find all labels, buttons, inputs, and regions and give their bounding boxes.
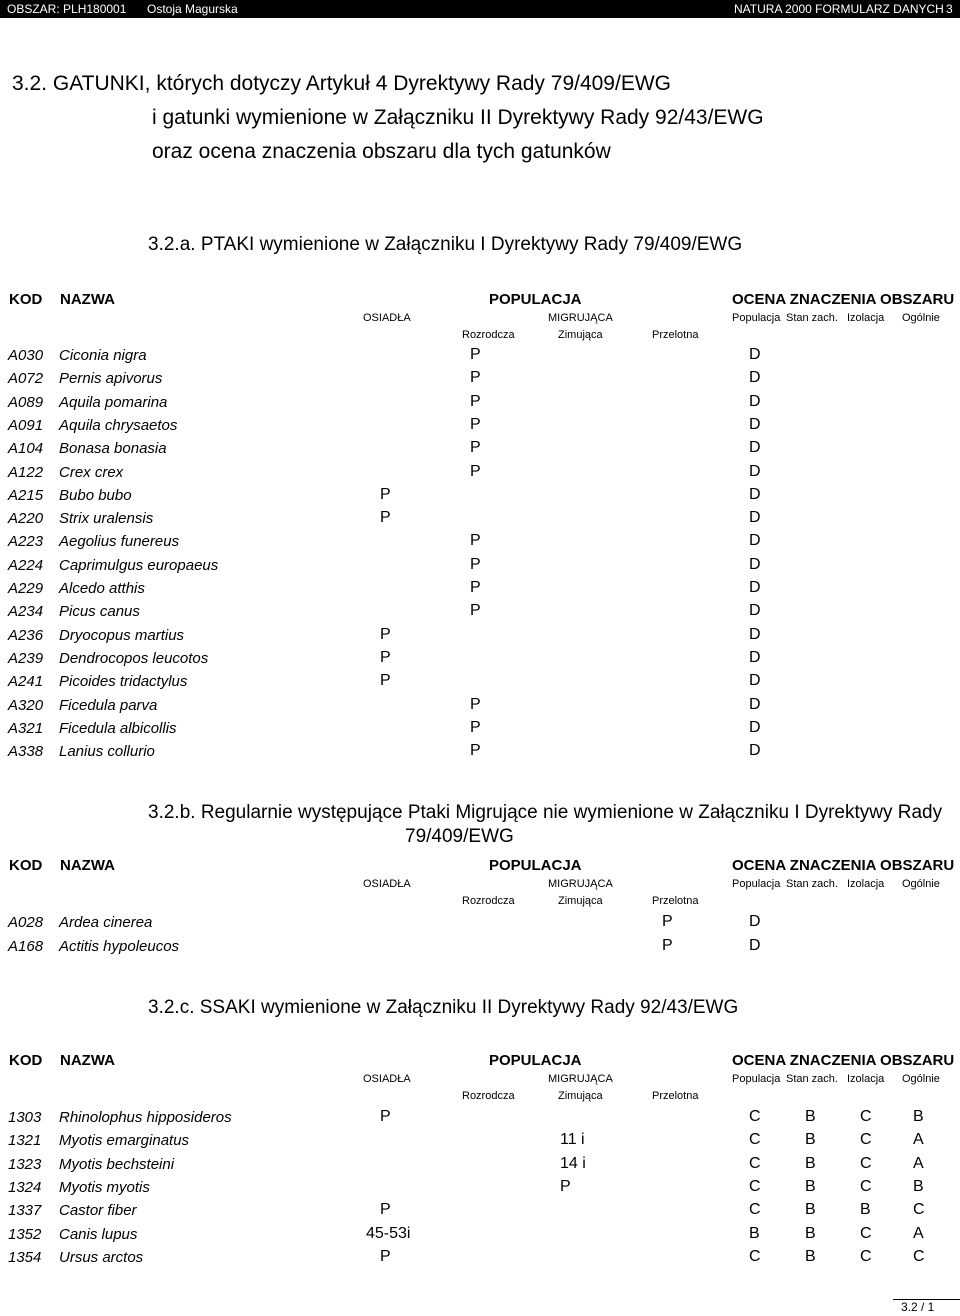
row-nazwa: Rhinolophus hipposideros bbox=[59, 1109, 232, 1126]
row-nazwa: Ursus arctos bbox=[59, 1248, 144, 1266]
col-przelotna: Przelotna bbox=[652, 329, 699, 341]
row-osiadla: P bbox=[380, 485, 391, 503]
row-nazwa: Ficedula parva bbox=[59, 696, 158, 714]
row-kod: 1324 bbox=[8, 1178, 42, 1196]
row-osiadla: 45-53i bbox=[366, 1224, 411, 1242]
row-kod: 1321 bbox=[8, 1132, 42, 1150]
row-populacja: C bbox=[749, 1201, 761, 1219]
col-kod: KOD bbox=[9, 291, 43, 308]
row-nazwa: Picus canus bbox=[59, 603, 140, 621]
main-title-line3: oraz ocena znaczenia obszaru dla tych gatunków bbox=[152, 140, 611, 163]
col-przelotna: Przelotna bbox=[652, 1090, 699, 1102]
row-populacja: D bbox=[749, 936, 761, 954]
col-izolacja: Izolacja bbox=[847, 312, 885, 324]
row-ogolnie: A bbox=[913, 1154, 924, 1172]
col-przelotna: Przelotna bbox=[652, 895, 699, 907]
col-osiadla: OSIADŁA bbox=[363, 878, 411, 890]
row-populacja: D bbox=[749, 648, 761, 666]
col-rozrodcza: Rozrodcza bbox=[462, 329, 515, 341]
row-nazwa: Picoides tridactylus bbox=[59, 673, 188, 691]
col-ogolnie: Ogólnie bbox=[902, 1073, 940, 1085]
col-ocena: OCENA ZNACZENIA OBSZARU bbox=[732, 857, 955, 874]
row-populacja: D bbox=[749, 718, 761, 736]
row-nazwa: Aquila chrysaetos bbox=[59, 416, 178, 434]
row-populacja: D bbox=[749, 742, 761, 760]
row-populacja: D bbox=[749, 485, 761, 503]
row-kod: A229 bbox=[8, 580, 44, 597]
row-osiadla: P bbox=[380, 672, 391, 690]
row-rozrodcza: P bbox=[470, 346, 481, 363]
col-rozrodcza: Rozrodcza bbox=[462, 1090, 515, 1102]
row-populacja: D bbox=[749, 913, 761, 930]
row-osiadla: P bbox=[380, 625, 391, 643]
row-kod: A220 bbox=[8, 510, 44, 528]
section-b-title-line1: 3.2.b. Regularnie występujące Ptaki Migrujące nie wymienione w Załączniku I Dyrektywy Rady bbox=[148, 802, 943, 823]
row-nazwa: Bubo bubo bbox=[59, 486, 132, 504]
row-kod: 1337 bbox=[8, 1202, 42, 1220]
row-zimujaca: 14 i bbox=[560, 1154, 586, 1172]
row-rozrodcza: P bbox=[470, 695, 481, 713]
row-osiadla: P bbox=[380, 1247, 391, 1265]
row-kod: A241 bbox=[8, 673, 44, 691]
row-kod: A234 bbox=[8, 603, 44, 621]
main-title-line1: 3.2. GATUNKI, których dotyczy Artykuł 4 Dyrektywy Rady 79/409/EWG bbox=[12, 72, 671, 95]
row-kod: 1323 bbox=[8, 1155, 42, 1173]
row-populacja: C bbox=[749, 1131, 761, 1149]
col-ocena: OCENA ZNACZENIA OBSZARU bbox=[732, 291, 955, 308]
row-izolacja: C bbox=[860, 1131, 872, 1149]
row-ogolnie: C bbox=[913, 1201, 925, 1219]
row-rozrodcza: P bbox=[470, 415, 481, 433]
row-izolacja: C bbox=[860, 1177, 872, 1195]
row-nazwa: Strix uralensis bbox=[59, 510, 154, 528]
row-przelotna: P bbox=[662, 936, 673, 954]
row-izolacja: C bbox=[860, 1224, 872, 1242]
col-ogolnie: Ogólnie bbox=[902, 312, 940, 324]
row-stan: B bbox=[805, 1224, 816, 1242]
col-kod: KOD bbox=[9, 857, 43, 874]
col-populacja: POPULACJA bbox=[489, 1052, 582, 1069]
row-stan: B bbox=[805, 1247, 816, 1265]
row-populacja: D bbox=[749, 555, 761, 573]
row-rozrodcza: P bbox=[470, 555, 481, 573]
footer-page-ref: 3.2 / 1 bbox=[901, 1300, 935, 1314]
col-stan-zach: Stan zach. bbox=[786, 878, 838, 890]
row-kod: A104 bbox=[8, 440, 44, 458]
col-populacja-small: Populacja bbox=[732, 1073, 781, 1085]
row-ogolnie: B bbox=[913, 1108, 924, 1125]
col-izolacja: Izolacja bbox=[847, 1073, 885, 1085]
row-nazwa: Ciconia nigra bbox=[59, 347, 147, 364]
row-populacja: C bbox=[749, 1247, 761, 1265]
row-populacja: D bbox=[749, 346, 761, 363]
col-migrujaca: MIGRUJĄCA bbox=[548, 1073, 613, 1085]
row-rozrodcza: P bbox=[470, 602, 481, 620]
row-nazwa: Lanius collurio bbox=[59, 743, 155, 761]
row-kod: 1354 bbox=[8, 1248, 42, 1266]
section-c-title: 3.2.c. SSAKI wymienione w Załączniku II Dyrektywy Rady 92/43/EWG bbox=[148, 997, 739, 1018]
row-populacja: B bbox=[749, 1224, 760, 1242]
row-kod: A320 bbox=[8, 696, 44, 714]
row-nazwa: Myotis bechsteini bbox=[59, 1155, 175, 1173]
row-osiadla: P bbox=[380, 1201, 391, 1219]
row-ogolnie: A bbox=[913, 1224, 924, 1242]
row-nazwa: Aquila pomarina bbox=[59, 393, 168, 411]
row-nazwa: Myotis myotis bbox=[59, 1178, 150, 1196]
row-rozrodcza: P bbox=[470, 718, 481, 736]
row-populacja: D bbox=[749, 369, 761, 387]
row-stan: B bbox=[805, 1177, 816, 1195]
col-izolacja: Izolacja bbox=[847, 878, 885, 890]
row-izolacja: C bbox=[860, 1154, 872, 1172]
row-rozrodcza: P bbox=[470, 462, 481, 480]
row-stan: B bbox=[805, 1131, 816, 1149]
row-populacja: D bbox=[749, 532, 761, 550]
row-nazwa: Dendrocopos leucotos bbox=[59, 649, 209, 667]
row-ogolnie: B bbox=[913, 1177, 924, 1195]
row-nazwa: Aegolius funereus bbox=[59, 533, 180, 551]
col-stan-zach: Stan zach. bbox=[786, 1073, 838, 1085]
row-nazwa: Actitis hypoleucos bbox=[59, 937, 180, 955]
row-nazwa: Castor fiber bbox=[59, 1202, 137, 1220]
col-ocena: OCENA ZNACZENIA OBSZARU bbox=[732, 1052, 955, 1069]
row-przelotna: P bbox=[662, 913, 673, 930]
col-stan-zach: Stan zach. bbox=[786, 312, 838, 324]
col-migrujaca: MIGRUJĄCA bbox=[548, 878, 613, 890]
row-rozrodcza: P bbox=[470, 579, 481, 596]
row-populacja: D bbox=[749, 672, 761, 690]
section-b-title-line2: 79/409/EWG bbox=[405, 826, 514, 847]
row-ogolnie: A bbox=[913, 1131, 924, 1149]
row-kod: A028 bbox=[8, 914, 44, 931]
row-nazwa: Ficedula albicollis bbox=[59, 719, 177, 737]
row-populacja: C bbox=[749, 1177, 761, 1195]
col-nazwa: NAZWA bbox=[60, 1052, 115, 1069]
row-rozrodcza: P bbox=[470, 742, 481, 760]
col-kod: KOD bbox=[9, 1052, 43, 1069]
row-nazwa: Caprimulgus europaeus bbox=[59, 556, 219, 574]
row-nazwa: Bonasa bonasia bbox=[59, 440, 167, 458]
row-zimujaca: 11 i bbox=[560, 1131, 585, 1149]
row-populacja: D bbox=[749, 625, 761, 643]
row-kod: A030 bbox=[8, 347, 44, 364]
row-rozrodcza: P bbox=[470, 439, 481, 457]
row-kod: A224 bbox=[8, 556, 44, 574]
main-title-line2: i gatunki wymienione w Załączniku II Dyrektywy Rady 92/43/EWG bbox=[152, 106, 764, 129]
row-stan: B bbox=[805, 1154, 816, 1172]
row-izolacja: C bbox=[860, 1247, 872, 1265]
row-kod: A122 bbox=[8, 463, 44, 481]
row-kod: A321 bbox=[8, 719, 44, 737]
row-rozrodcza: P bbox=[470, 532, 481, 550]
row-populacja: D bbox=[749, 509, 761, 527]
row-kod: A236 bbox=[8, 626, 44, 644]
row-nazwa: Dryocopus martius bbox=[59, 626, 185, 644]
row-nazwa: Pernis apivorus bbox=[59, 370, 163, 388]
row-populacja: D bbox=[749, 602, 761, 620]
row-osiadla: P bbox=[380, 1108, 391, 1125]
row-populacja: D bbox=[749, 415, 761, 433]
col-nazwa: NAZWA bbox=[60, 291, 115, 308]
row-kod: A072 bbox=[8, 370, 44, 388]
row-izolacja: B bbox=[860, 1201, 871, 1219]
row-izolacja: C bbox=[860, 1108, 872, 1125]
col-populacja-small: Populacja bbox=[732, 878, 781, 890]
row-kod: A223 bbox=[8, 533, 44, 551]
header-bar bbox=[0, 0, 960, 18]
row-rozrodcza: P bbox=[470, 392, 481, 410]
row-kod: A091 bbox=[8, 416, 44, 434]
row-populacja: D bbox=[749, 439, 761, 457]
row-osiadla: P bbox=[380, 509, 391, 527]
col-zimujaca: Zimująca bbox=[558, 329, 603, 341]
row-populacja: C bbox=[749, 1154, 761, 1172]
row-kod: A239 bbox=[8, 649, 44, 667]
row-zimujaca: P bbox=[560, 1177, 571, 1195]
row-rozrodcza: P bbox=[470, 369, 481, 387]
page-number: 3 bbox=[946, 2, 953, 16]
col-osiadla: OSIADŁA bbox=[363, 312, 411, 324]
col-zimujaca: Zimująca bbox=[558, 895, 603, 907]
col-ogolnie: Ogólnie bbox=[902, 878, 940, 890]
footer-rule bbox=[893, 1299, 960, 1300]
form-title: NATURA 2000 FORMULARZ DANYCH bbox=[734, 2, 944, 16]
section-a-title: 3.2.a. PTAKI wymienione w Załączniku I Dyrektywy Rady 79/409/EWG bbox=[148, 234, 743, 255]
row-populacja: D bbox=[749, 392, 761, 410]
area-code: OBSZAR: PLH180001 bbox=[7, 2, 127, 16]
col-zimujaca: Zimująca bbox=[558, 1090, 603, 1102]
row-kod: A215 bbox=[8, 486, 44, 504]
row-nazwa: Myotis emarginatus bbox=[59, 1132, 190, 1150]
row-stan: B bbox=[805, 1108, 816, 1125]
row-nazwa: Crex crex bbox=[59, 463, 124, 481]
col-migrujaca: MIGRUJĄCA bbox=[548, 312, 613, 324]
row-nazwa: Ardea cinerea bbox=[59, 914, 153, 931]
col-rozrodcza: Rozrodcza bbox=[462, 895, 515, 907]
col-populacja-small: Populacja bbox=[732, 312, 781, 324]
row-osiadla: P bbox=[380, 648, 391, 666]
row-kod: 1303 bbox=[8, 1109, 42, 1126]
col-populacja: POPULACJA bbox=[489, 291, 582, 308]
row-kod: A168 bbox=[8, 937, 44, 955]
row-kod: 1352 bbox=[8, 1225, 42, 1243]
row-nazwa: Alcedo atthis bbox=[59, 580, 145, 597]
area-name: Ostoja Magurska bbox=[147, 2, 238, 16]
col-nazwa: NAZWA bbox=[60, 857, 115, 874]
row-kod: A338 bbox=[8, 743, 44, 761]
row-stan: B bbox=[805, 1201, 816, 1219]
col-osiadla: OSIADŁA bbox=[363, 1073, 411, 1085]
row-populacja: D bbox=[749, 462, 761, 480]
col-populacja: POPULACJA bbox=[489, 857, 582, 874]
row-populacja: D bbox=[749, 579, 761, 596]
row-nazwa: Canis lupus bbox=[59, 1225, 138, 1243]
row-populacja: D bbox=[749, 695, 761, 713]
row-ogolnie: C bbox=[913, 1247, 925, 1265]
row-populacja: C bbox=[749, 1108, 761, 1125]
row-kod: A089 bbox=[8, 393, 44, 411]
